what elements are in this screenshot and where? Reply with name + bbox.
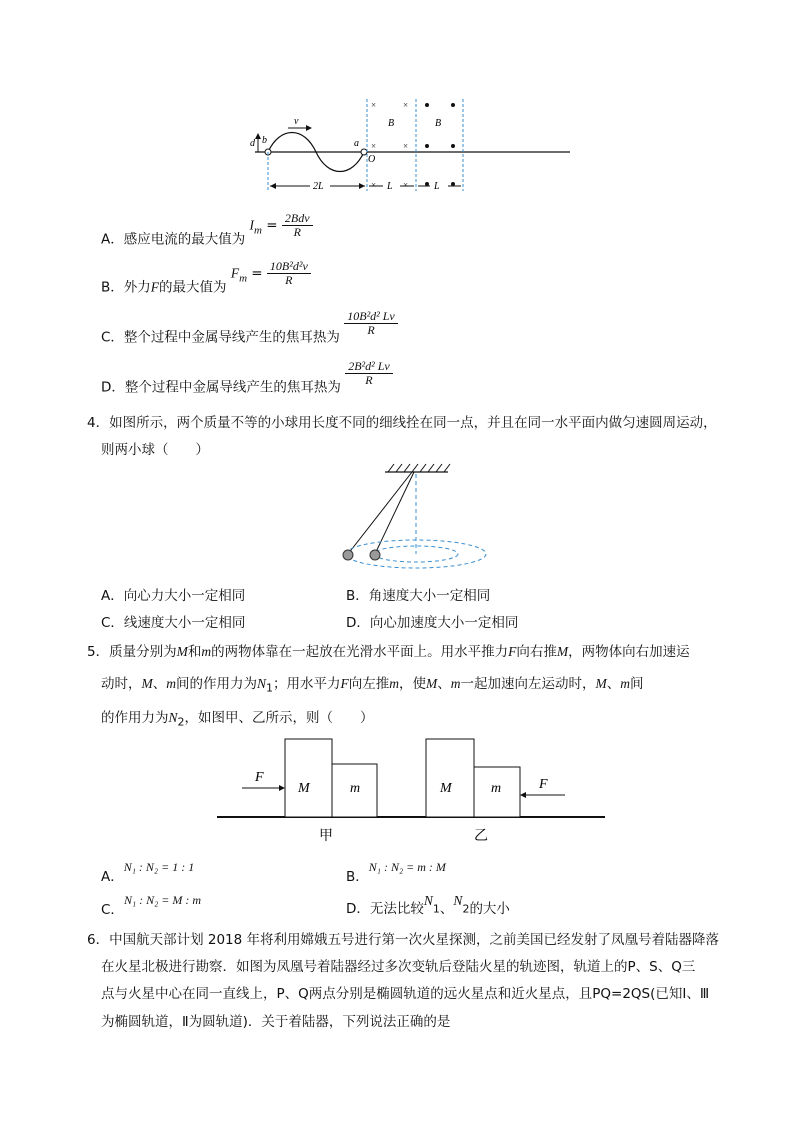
svg-text:×: × bbox=[371, 180, 377, 190]
q4-stem-line2: 则两小球（ ） bbox=[101, 442, 209, 458]
label-v: v bbox=[294, 116, 299, 127]
numerator: 10B²d² Lv bbox=[344, 310, 398, 324]
svg-text:×: × bbox=[403, 100, 409, 110]
label-a: a bbox=[354, 138, 359, 149]
blocks-figure bbox=[215, 736, 610, 848]
q3-option-a-fraction bbox=[282, 212, 313, 239]
q3-option-c-fraction bbox=[344, 310, 398, 337]
q4-option-c[interactable]: C．线速度大小一定相同 bbox=[101, 615, 246, 631]
label-b2: B bbox=[435, 118, 442, 129]
svg-text:×: × bbox=[371, 141, 377, 151]
q3-option-a-prefix: A．感应电流的最大值为 bbox=[101, 231, 246, 248]
q3-option-b-var: F bbox=[150, 279, 160, 295]
svg-text:×: × bbox=[371, 100, 377, 110]
caption-jia: 甲 bbox=[319, 829, 333, 844]
q3-option-d-prefix: D．整个过程中金属导线产生的焦耳热为 bbox=[101, 379, 341, 396]
q6-stem-line3: 点与火星中心在同一直线上，P、Q两点分别是椭圆轨道的远火星点和近火星点，且PQ=2QS(已知Ⅰ、Ⅲ bbox=[101, 986, 710, 1002]
label-b1: B bbox=[388, 118, 395, 129]
q4-stem-line1: 4．如图所示，两个质量不等的小球用长度不同的细线拴在同一点，并且在同一水平面内做匀速圆周运动， bbox=[87, 415, 717, 431]
q6-stem-line4: 为椭圆轨道，Ⅱ为圆轨道)．关于着陆器，下列说法正确的是 bbox=[101, 1014, 451, 1030]
q4-option-b[interactable]: B．角速度大小一定相同 bbox=[346, 588, 491, 604]
force-F-jia: F bbox=[255, 770, 264, 785]
numerator: 10B²d²v bbox=[267, 260, 311, 274]
q3-option-b[interactable]: B．外力F的最大值为 $F_m$ = $\frac{\text{10B²d²v}}{R}$ bbox=[101, 260, 311, 296]
q3-option-c-prefix: C．整个过程中金属导线产生的焦耳热为 bbox=[101, 329, 340, 346]
q3-option-a[interactable]: A．感应电流的最大值为 $I_m$ = $\frac{\text{2Bdv}}{R}$ bbox=[101, 212, 313, 248]
q3-option-a-lhs-sub: m bbox=[254, 224, 262, 237]
denominator: R bbox=[285, 273, 293, 288]
q5-option-a[interactable]: A．N₁ : N₂ = 1 : 1 bbox=[101, 860, 195, 885]
block-m-jia: m bbox=[350, 781, 361, 796]
q3-option-a-lhs: I bbox=[249, 217, 255, 233]
label-d: d bbox=[250, 138, 255, 149]
q5-stem-line3: 的作用力为$N_2$，如图甲、乙所示，则（ ） bbox=[101, 710, 374, 729]
label-o: O bbox=[368, 154, 376, 165]
svg-text:×: × bbox=[403, 141, 409, 151]
denominator: R bbox=[293, 225, 301, 240]
q3-option-c[interactable] bbox=[101, 310, 398, 346]
block-m-yi: m bbox=[491, 781, 502, 796]
q5-option-c[interactable]: C．N₁ : N₂ = M : m bbox=[101, 893, 202, 918]
q3-option-b-lhs: F bbox=[230, 265, 240, 281]
q5-option-b[interactable]: B．N₁ : N₂ = m : M bbox=[346, 860, 446, 885]
denominator: R bbox=[365, 373, 373, 388]
q3-option-d[interactable] bbox=[101, 360, 393, 396]
q6-stem-line2: 在火星北极进行勘察．如图为凤凰号着陆器经过多次变轨后登陆火星的轨迹图，轨道上的P、S、Q三 bbox=[101, 959, 696, 975]
q3-option-b-mid: 的最大值为 bbox=[159, 279, 227, 296]
pendulum-figure bbox=[330, 460, 495, 575]
q3-option-b-lhs-sub: m bbox=[239, 272, 248, 285]
block-M-yi: M bbox=[440, 781, 452, 796]
block-M-jia: M bbox=[298, 781, 310, 796]
svg-text:×: × bbox=[403, 180, 409, 190]
label-2l: 2L bbox=[313, 181, 324, 192]
q5-stem-line2: 动时，M、m间的作用力为$N_1$；用水平力F向左推m，使M、m一起加速向左运动时，M、m间 bbox=[101, 676, 644, 695]
numerator: 2Bdv bbox=[282, 212, 313, 226]
q3-option-b-fraction bbox=[267, 260, 311, 287]
q4-option-d[interactable]: D．向心加速度大小一定相同 bbox=[346, 615, 519, 631]
label-l2: L bbox=[434, 181, 440, 192]
numerator: 2B²d² Lv bbox=[345, 360, 393, 374]
q4-option-a[interactable]: A．向心力大小一定相同 bbox=[101, 588, 246, 604]
q3-option-b-prefix: B．外力 bbox=[101, 279, 151, 296]
q5-stem-line1: 5．质量分别为M和m的两物体靠在一起放在光滑水平面上。用水平推力F向右推M，两物体向右加速运 bbox=[87, 644, 690, 660]
induction-figure bbox=[250, 96, 580, 196]
q6-stem-line1: 6．中国航天部计划 2018 年将利用嫦娥五号进行第一次火星探测，之前美国已经发射了凤凰号着陆器降落 bbox=[87, 932, 720, 948]
caption-yi: 乙 bbox=[474, 829, 488, 844]
q3-option-d-fraction bbox=[345, 360, 393, 387]
force-F-yi: F bbox=[539, 777, 548, 792]
q5-option-d[interactable]: D．无法比较$N_1$、$N_2$的大小 bbox=[346, 893, 510, 917]
denominator: R bbox=[367, 323, 375, 338]
label-b: b bbox=[262, 135, 267, 146]
label-l1: L bbox=[387, 181, 393, 192]
